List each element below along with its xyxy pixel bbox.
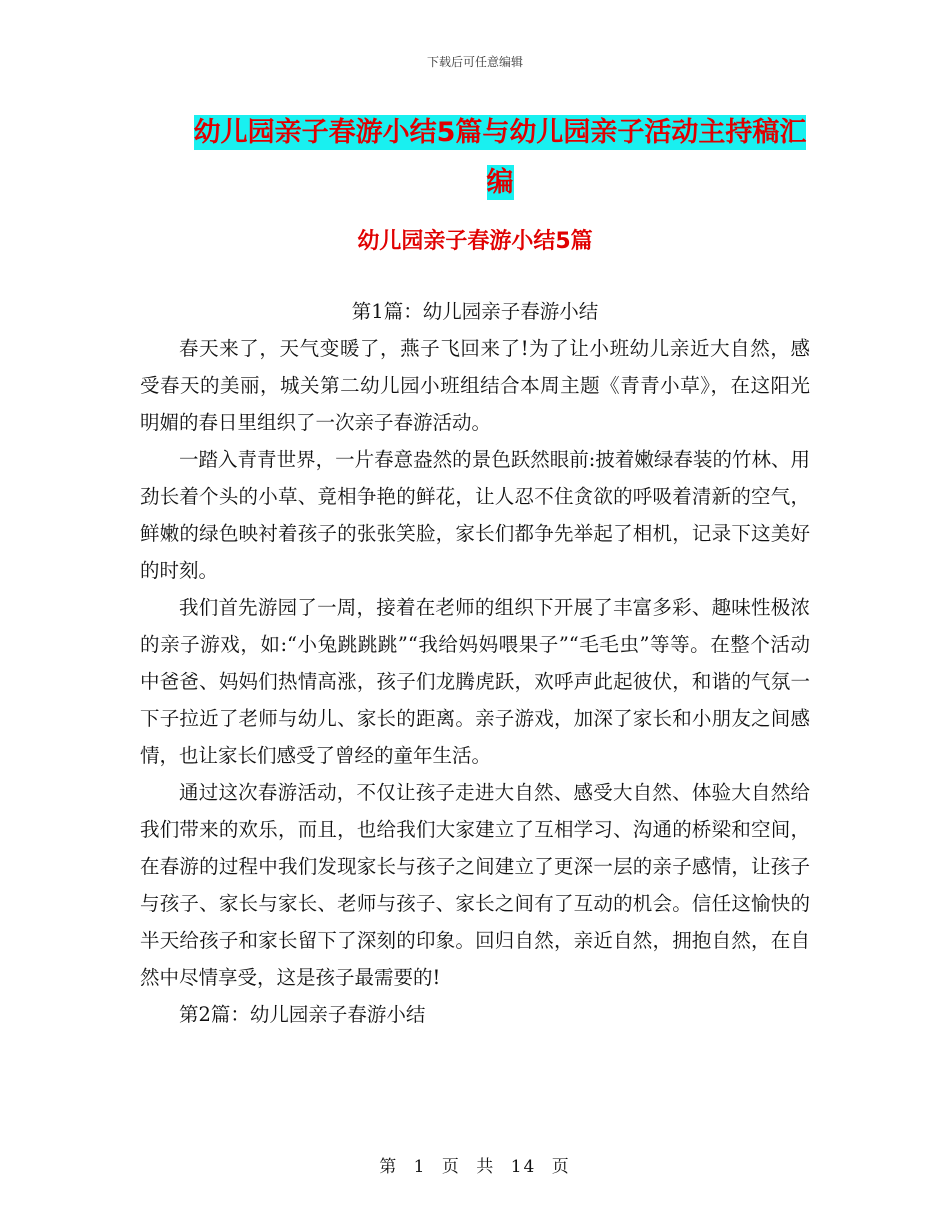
document-title (190, 108, 810, 208)
footer-page-unit: 页 (441, 1157, 461, 1177)
footer-page-current: 1 (413, 1157, 427, 1177)
header-note: 下载后可任意编辑 (426, 55, 523, 69)
paragraph-3: 我们首先游园了一周，接着在老师的组织下开展了丰富多彩、趣味性极浓的亲子游戏，如:“小兔跳跳跳”“我给妈妈喂果子”“毛毛虫”等等。在整个活动中爸爸、妈妈们热情高涨，孩子们龙腾虎跃，欢呼声此起彼伏，和谐的气氛一下子拉近了老师与幼儿、家长的距离。亲子游戏，加深了家长和小朋友之间感情，也让家长们感受了曾经的童年生活。 (140, 596, 810, 767)
footer-total-unit: 页 (551, 1157, 571, 1177)
section-title: 幼儿园亲子春游小结5篇 (357, 229, 593, 254)
paragraph-1: 春天来了，天气变暖了，燕子飞回来了!为了让小班幼儿亲近大自然，感受春天的美丽，城关第二幼儿园小班组结合本周主题《青青小草》，在这阳光明媚的春日里组织了一次亲子春游活动。 (140, 337, 810, 434)
paragraph-4: 通过这次春游活动，不仅让孩子走进大自然、感受大自然、体验大自然给我们带来的欢乐，而且，也给我们大家建立了互相学习、沟通的桥梁和空间，在春游的过程中我们发现家长与孩子之间建立了更深一层的亲子感情，让孩子与孩子、家长与家长、老师与孩子、家长之间有了互动的机会。信任这愉快的半天给孩子和家长留下了深刻的印象。回归自然，亲近自然，拥抱自然，在自然中尽情享受，这是孩子最需要的! (140, 781, 810, 989)
document-title-text: 幼儿园亲子春游小结5篇与幼儿园亲子活动主持稿汇编 (193, 117, 807, 198)
part-2-heading: 第2篇：幼儿园亲子春游小结 (179, 1003, 426, 1026)
document-body (140, 293, 810, 1033)
page-footer (0, 1152, 950, 1177)
part-1-heading: 第1篇：幼儿园亲子春游小结 (351, 300, 599, 323)
footer-total-label: 共 (476, 1157, 496, 1177)
footer-page-label: 第 (379, 1157, 399, 1177)
footer-page-total: 14 (510, 1157, 537, 1177)
paragraph-2: 一踏入青青世界，一片春意盎然的景色跃然眼前:披着嫩绿春装的竹林、用劲长着个头的小草、竟相争艳的鲜花，让人忍不住贪欲的呼吸着清新的空气，鲜嫩的绿色映衬着孩子的张张笑脸，家长们都争先举起了相机，记录下这美好的时刻。 (140, 448, 810, 582)
